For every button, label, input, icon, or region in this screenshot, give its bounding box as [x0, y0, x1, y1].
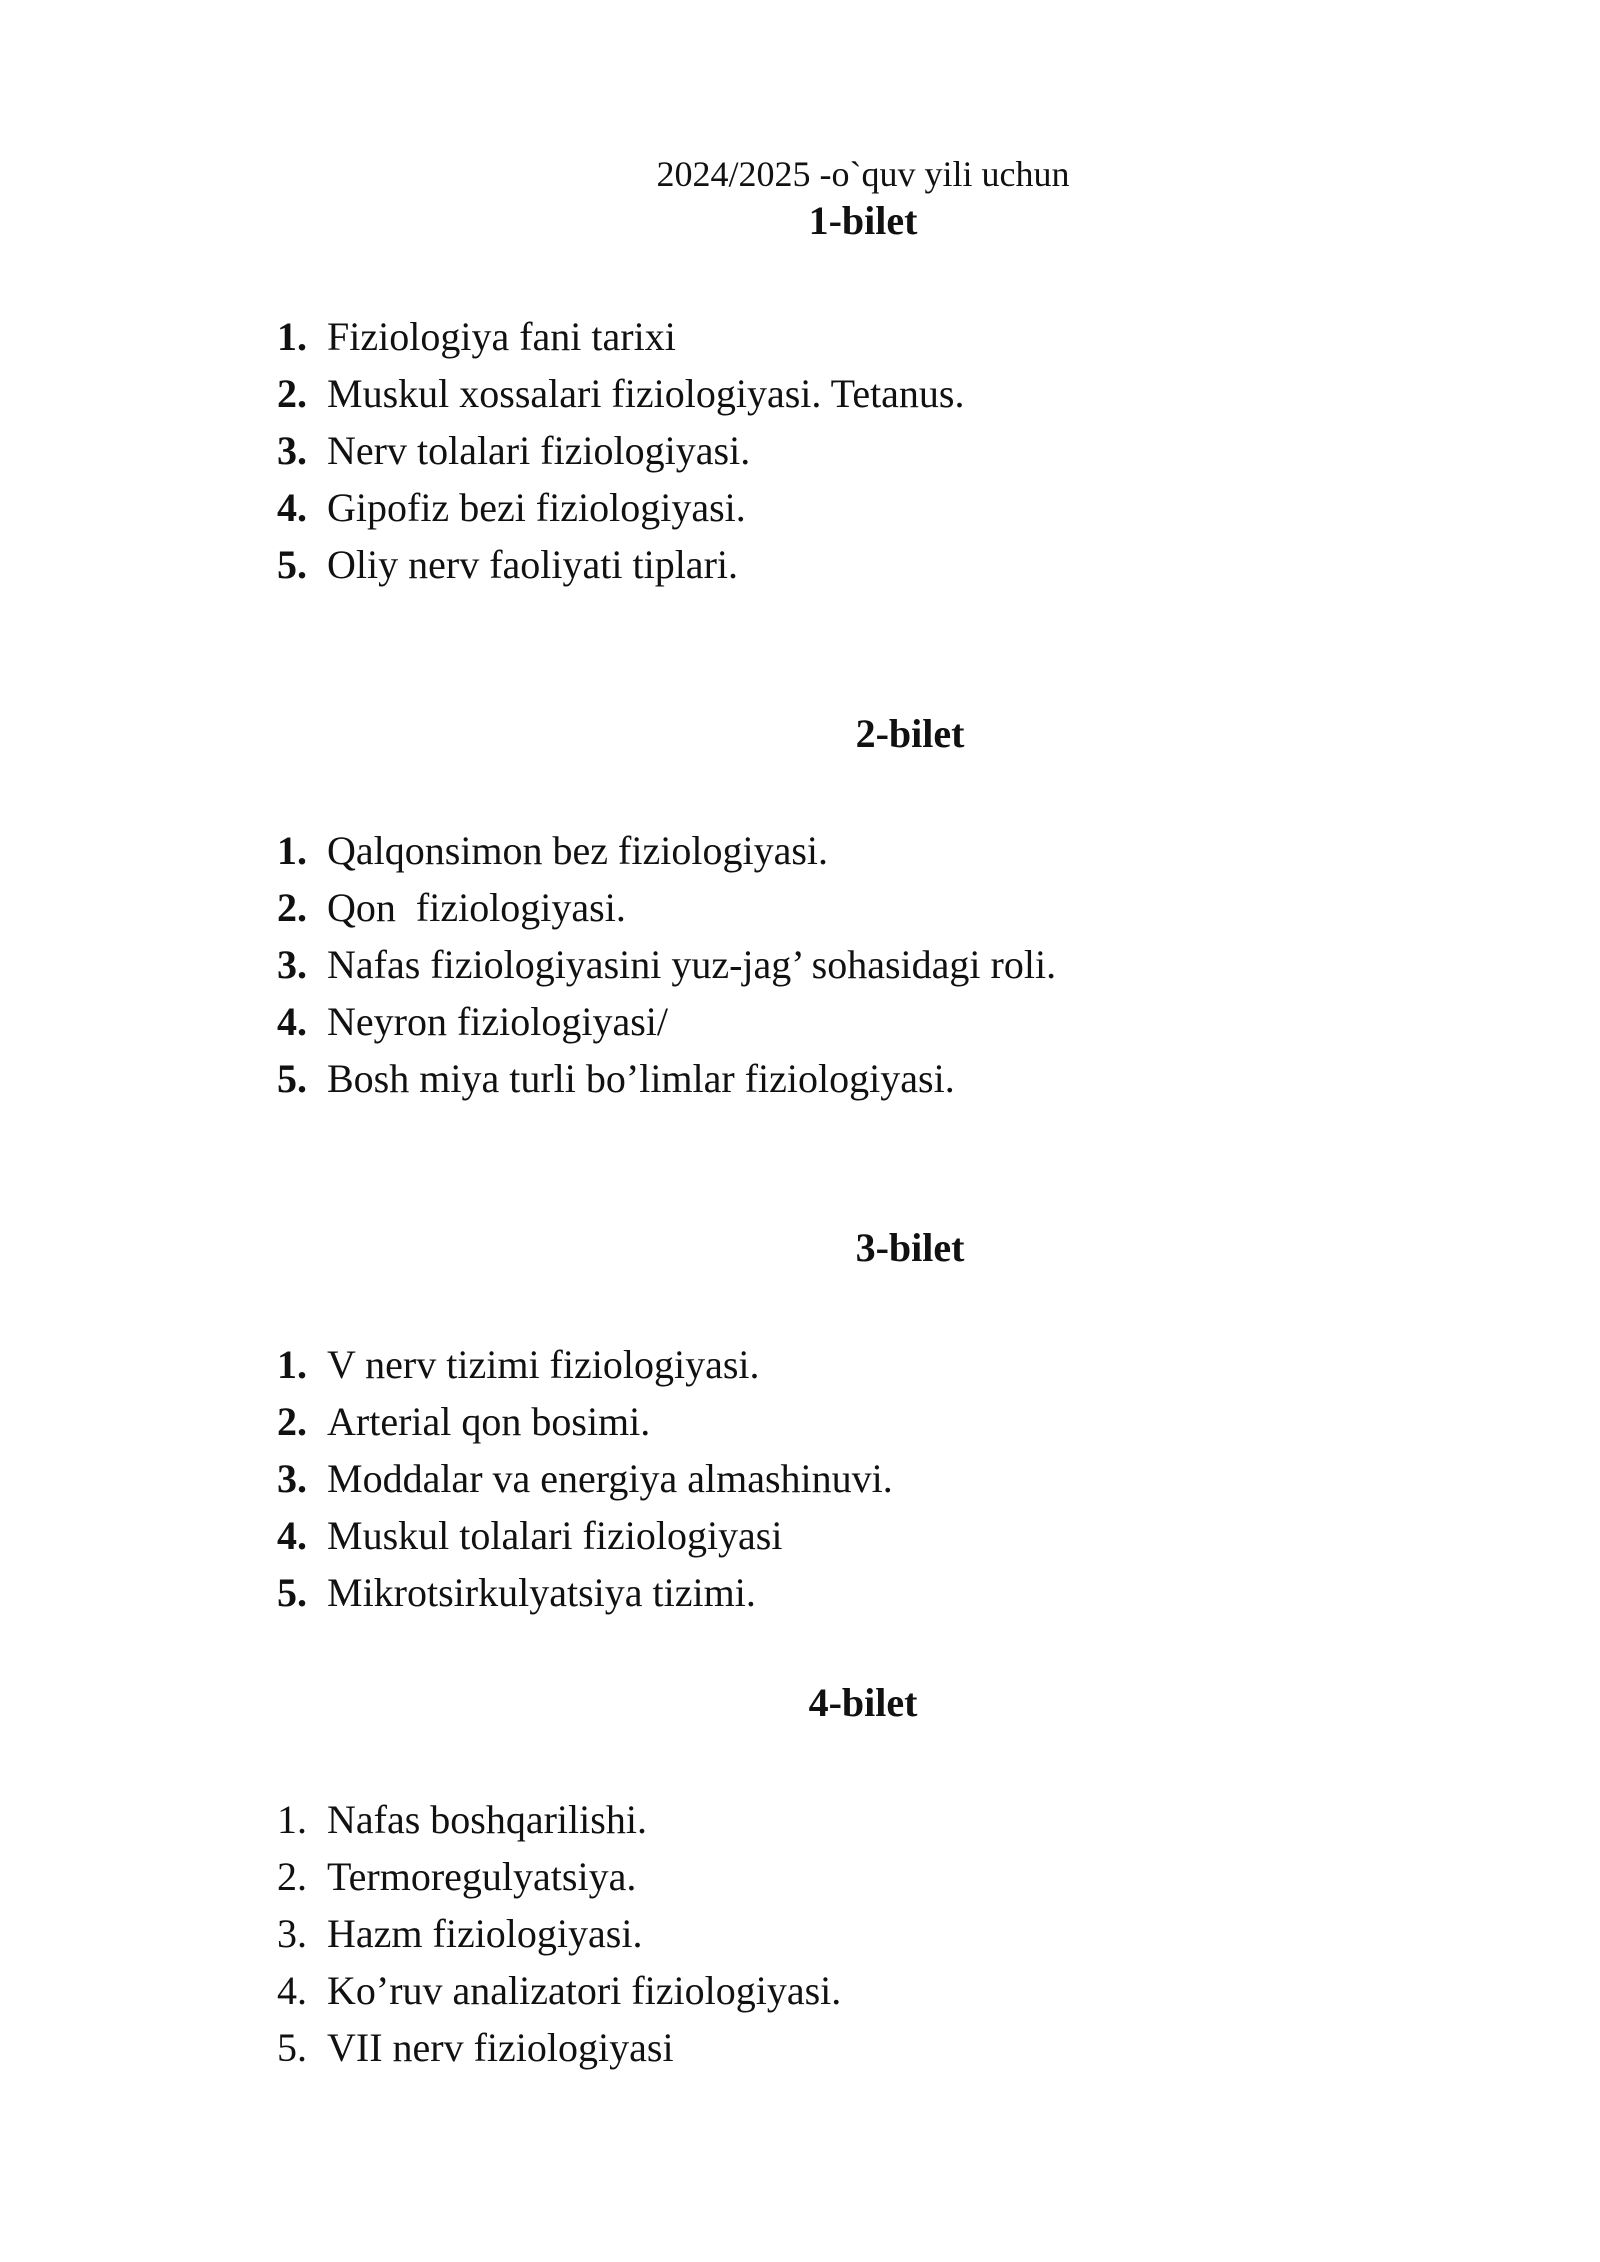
- question-item: [277, 822, 1056, 879]
- question-number: 2.: [277, 371, 307, 416]
- question-text: Muskul xossalari fiziologiyasi. Tetanus.: [327, 371, 965, 416]
- question-text: Termoregulyatsiya.: [327, 1854, 637, 1899]
- question-text: Moddalar va energiya almashinuvi.: [327, 1456, 893, 1501]
- ticket-title: 3-bilet: [855, 1225, 965, 1270]
- question-item: [277, 1791, 841, 1848]
- question-number: 1.: [277, 828, 307, 873]
- question-text: V nerv tizimi fiziologiyasi.: [327, 1342, 760, 1387]
- question-item: [277, 879, 1056, 936]
- question-item: [277, 1450, 893, 1507]
- question-text: Gipofiz bezi fiziologiyasi.: [327, 485, 746, 530]
- question-list: [277, 1791, 841, 2076]
- question-text: Oliy nerv faoliyati tiplari.: [327, 542, 738, 587]
- question-number: 2.: [277, 885, 307, 930]
- question-number: 5.: [277, 1570, 307, 1615]
- question-item: [277, 365, 965, 422]
- question-text: Neyron fiziologiyasi/: [327, 999, 669, 1044]
- ticket-title: 1-bilet: [808, 198, 918, 243]
- question-number: 5.: [277, 2025, 307, 2070]
- question-item: [277, 308, 965, 365]
- question-list: [277, 822, 1056, 1107]
- question-item: [277, 1050, 1056, 1107]
- question-text: Mikrotsirkulyatsiya tizimi.: [327, 1570, 756, 1615]
- question-number: 1.: [277, 314, 307, 359]
- question-item: [277, 1507, 893, 1564]
- question-item: [277, 536, 965, 593]
- question-text: Bosh miya turli bo’limlar fiziologiyasi.: [327, 1056, 955, 1101]
- question-number: 1.: [277, 1342, 307, 1387]
- question-text: VII nerv fiziologiyasi: [327, 2025, 674, 2070]
- ticket-title: 2-bilet: [855, 711, 965, 756]
- question-number: 1.: [277, 1797, 307, 1842]
- question-item: [277, 936, 1056, 993]
- question-text: Qon fiziologiyasi.: [327, 885, 626, 930]
- question-text: Hazm fiziologiyasi.: [327, 1911, 643, 1956]
- question-item: [277, 479, 965, 536]
- question-item: [277, 993, 1056, 1050]
- question-text: Nafas boshqarilishi.: [327, 1797, 647, 1842]
- question-list: [277, 308, 965, 593]
- question-text: Ko’ruv analizatori fiziologiyasi.: [327, 1968, 842, 2013]
- ticket-title: 4-bilet: [808, 1680, 918, 1725]
- question-item: [277, 1336, 893, 1393]
- question-item: [277, 1564, 893, 1621]
- question-number: 3.: [277, 1456, 307, 1501]
- question-item: [277, 1848, 841, 1905]
- question-item: [277, 1393, 893, 1450]
- question-number: 4.: [277, 999, 307, 1044]
- question-number: 5.: [277, 1056, 307, 1101]
- question-item: [277, 2019, 841, 2076]
- question-item: [277, 1962, 841, 2019]
- question-text: Muskul tolalari fiziologiyasi: [327, 1513, 783, 1558]
- question-text: Nafas fiziologiyasini yuz-jag’ sohasidagi roli.: [327, 942, 1057, 987]
- question-text: Nerv tolalari fiziologiyasi.: [327, 428, 751, 473]
- question-item: [277, 422, 965, 479]
- question-number: 3.: [277, 428, 307, 473]
- academic-year-line: 2024/2025 -o`quv yili uchun: [656, 154, 1070, 194]
- question-number: 2.: [277, 1399, 307, 1444]
- question-text: Arterial qon bosimi.: [327, 1399, 651, 1444]
- question-number: 5.: [277, 542, 307, 587]
- question-number: 4.: [277, 1968, 307, 2013]
- question-number: 2.: [277, 1854, 307, 1899]
- question-number: 3.: [277, 1911, 307, 1956]
- question-number: 3.: [277, 942, 307, 987]
- question-number: 4.: [277, 485, 307, 530]
- question-text: Qalqonsimon bez fiziologiyasi.: [327, 828, 829, 873]
- question-item: [277, 1905, 841, 1962]
- question-text: Fiziologiya fani tarixi: [327, 314, 676, 359]
- question-list: [277, 1336, 893, 1621]
- question-number: 4.: [277, 1513, 307, 1558]
